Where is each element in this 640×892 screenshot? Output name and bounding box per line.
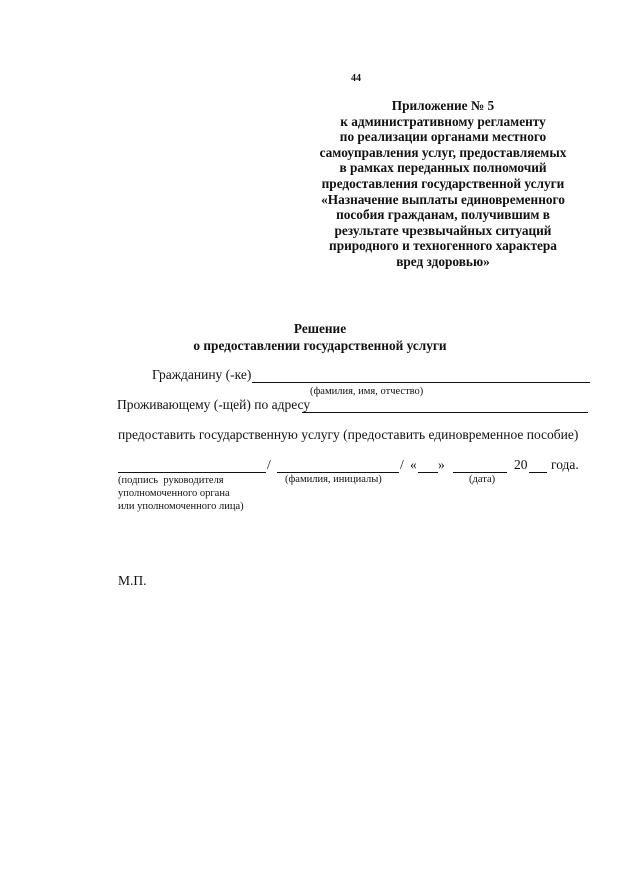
appendix-line: по реализации органами местного (339, 129, 547, 145)
appendix-line: результате чрезвычайных ситуаций (334, 222, 552, 238)
grant-text: предоставить государственную услугу (предоставить единовременное пособие) (118, 427, 579, 442)
year-suffix: года. (551, 457, 579, 472)
residing-label: Проживающему (-щей) по адресу (117, 397, 311, 412)
decision-title: Решение (293, 321, 347, 336)
appendix-line: пособия гражданам, получившим в (336, 207, 550, 223)
caption-name: (фамилия, инициалы) (285, 474, 382, 485)
date-close-quote: » (438, 457, 445, 472)
address-line[interactable] (302, 412, 588, 413)
appendix-line: предоставления государственной услуги (321, 175, 565, 191)
year-line[interactable] (529, 472, 547, 473)
separator-slash: / (400, 457, 404, 472)
caption-date: (дата) (469, 474, 496, 485)
citizen-label: Гражданину (-ке) (152, 367, 252, 382)
caption-signature: (подпись руководителя уполномоченного органа или уполномоченного лица) (118, 475, 244, 512)
initials-line[interactable] (277, 472, 399, 473)
citizen-caption: (фамилия, имя, отчество) (310, 386, 424, 397)
separator-slash: / (267, 457, 271, 472)
decision-heading (0, 320, 640, 354)
appendix-header (298, 98, 588, 270)
appendix-line: самоуправления услуг, предоставляемых (319, 144, 567, 160)
date-open-quote: « (410, 457, 417, 472)
stamp-label: М.П. (118, 573, 147, 588)
appendix-line: Приложение № 5 (391, 98, 495, 113)
appendix-line: в рамках переданных полномочий (339, 160, 547, 176)
signature-line[interactable] (118, 472, 266, 473)
appendix-line: вред здоровью» (396, 253, 490, 269)
year-prefix: 20 (514, 457, 528, 472)
appendix-line: «Назначение выплаты единовременного (321, 191, 565, 207)
appendix-line: природного и техногенного характера (329, 238, 557, 254)
day-line[interactable] (418, 472, 438, 473)
decision-subtitle: о предоставлении государственной услуги (193, 338, 447, 353)
appendix-line: к административному регламенту (340, 113, 546, 129)
page-number: 44 (351, 73, 361, 84)
citizen-name-line[interactable] (252, 382, 590, 383)
month-line[interactable] (453, 472, 507, 473)
